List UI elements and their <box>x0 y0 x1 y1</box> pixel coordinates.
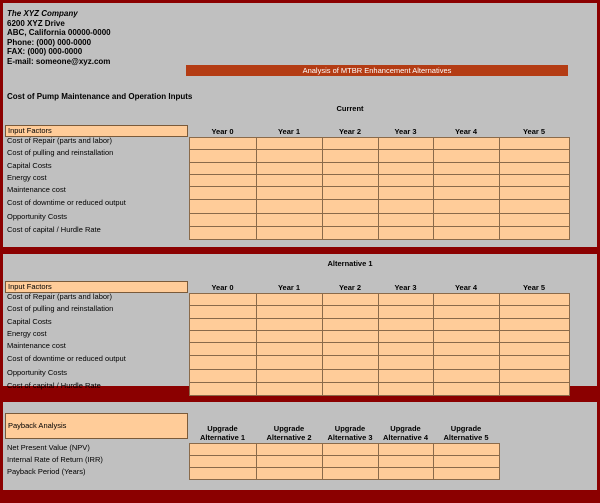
current-input-cell[interactable] <box>378 226 434 240</box>
payback-header-line1: Upgrade <box>273 424 305 433</box>
payback-header <box>322 424 378 442</box>
section-title: Cost of Pump Maintenance and Operation Inputs <box>7 92 193 101</box>
alternative1-input-cell[interactable] <box>378 369 434 383</box>
current-input-factors-header: Input Factors <box>5 125 188 137</box>
payback-header <box>256 424 322 442</box>
current-input-cell[interactable] <box>256 199 323 214</box>
current-input-cell[interactable] <box>499 186 570 200</box>
payback-header-line1: Upgrade <box>390 424 421 433</box>
alternative1-input-cell[interactable] <box>378 342 434 356</box>
alternative1-input-cell[interactable] <box>256 355 323 370</box>
alternative1-row-label: Capital Costs <box>7 317 52 326</box>
alternative1-input-cell[interactable] <box>189 369 257 383</box>
current-row-label: Capital Costs <box>7 161 52 170</box>
payback-input-cell[interactable] <box>322 467 379 480</box>
alternative1-input-cell[interactable] <box>189 382 257 396</box>
current-year-header: Year 0 <box>211 127 234 136</box>
alternative1-input-cell[interactable] <box>499 382 570 396</box>
current-row-label: Cost of downtime or reduced output <box>7 198 126 207</box>
payback-input-cell[interactable] <box>256 467 323 480</box>
alternative1-year-header: Year 2 <box>338 283 362 292</box>
current-input-cell[interactable] <box>433 213 500 227</box>
payback-row-label: Net Present Value (NPV) <box>7 443 90 452</box>
alternative1-input-cell[interactable] <box>433 355 500 370</box>
alternative1-input-cell[interactable] <box>433 369 500 383</box>
alternative1-input-cell[interactable] <box>433 382 500 396</box>
current-input-cell[interactable] <box>322 226 379 240</box>
payback-header-line2: Alternative 2 <box>266 433 312 442</box>
alternative1-input-cell[interactable] <box>256 382 323 396</box>
current-input-cell[interactable] <box>378 186 434 200</box>
current-input-cell[interactable] <box>433 149 500 163</box>
alternative1-label: Alternative 1 <box>327 259 373 268</box>
current-year-header: Year 4 <box>454 127 478 136</box>
alternative1-input-cell[interactable] <box>189 355 257 370</box>
alternative1-input-cell[interactable] <box>322 382 379 396</box>
current-input-cell[interactable] <box>322 149 379 163</box>
alternative1-input-cell[interactable] <box>499 369 570 383</box>
alternative1-row-label: Energy cost <box>7 329 47 338</box>
current-input-cell[interactable] <box>433 226 500 240</box>
company-name: The XYZ Company <box>7 9 78 18</box>
alternative1-year-header: Year 5 <box>522 283 546 292</box>
current-input-cell[interactable] <box>378 213 434 227</box>
alternative1-input-cell[interactable] <box>256 305 323 319</box>
alternative1-input-cell[interactable] <box>378 382 434 396</box>
alternative1-year-header: Year 3 <box>394 283 417 292</box>
alternative1-input-cell[interactable] <box>433 342 500 356</box>
payback-label: Payback Analysis <box>5 413 188 439</box>
alternative1-year-header: Year 0 <box>211 283 234 292</box>
current-row-label: Energy cost <box>7 173 47 182</box>
alternative1-row-label: Maintenance cost <box>7 341 66 350</box>
current-year-header: Year 5 <box>522 127 546 136</box>
payback-input-cell[interactable] <box>433 467 500 480</box>
analysis-banner: Analysis of MTBR Enhancement Alternatives <box>186 65 568 76</box>
current-row-label: Maintenance cost <box>7 185 66 194</box>
current-input-cell[interactable] <box>189 226 257 240</box>
alternative1-row-label: Cost of pulling and reinstallation <box>7 304 114 313</box>
current-input-cell[interactable] <box>499 199 570 214</box>
alternative1-input-cell[interactable] <box>322 369 379 383</box>
current-input-cell[interactable] <box>433 199 500 214</box>
alternative1-row-label: Cost of capital / Hurdle Rate <box>7 381 101 390</box>
current-input-cell[interactable] <box>189 149 257 163</box>
alternative1-year-header: Year 1 <box>277 283 301 292</box>
current-input-cell[interactable] <box>256 226 323 240</box>
payback-header <box>378 424 433 442</box>
alternative1-input-cell[interactable] <box>499 305 570 319</box>
payback-header-line2: Alternative 4 <box>382 433 429 442</box>
payback-header-line1: Upgrade <box>334 424 366 433</box>
current-input-cell[interactable] <box>256 186 323 200</box>
current-input-cell[interactable] <box>189 199 257 214</box>
alternative1-input-cell[interactable] <box>256 369 323 383</box>
company-email: E-mail: someone@xyz.com <box>7 56 111 66</box>
current-input-cell[interactable] <box>256 149 323 163</box>
current-row-label: Cost of capital / Hurdle Rate <box>7 225 101 234</box>
alternative1-input-cell[interactable] <box>378 305 434 319</box>
payback-header-line1: Upgrade <box>207 424 238 433</box>
current-input-cell[interactable] <box>322 213 379 227</box>
payback-row-label: Internal Rate of Return (IRR) <box>7 455 103 464</box>
alternative1-input-cell[interactable] <box>378 355 434 370</box>
payback-header <box>189 424 256 442</box>
current-row-label: Cost of Repair (parts and labor) <box>7 136 113 145</box>
alternative1-input-cell[interactable] <box>322 355 379 370</box>
payback-header-line2: Alternative 5 <box>443 433 489 442</box>
alternative1-input-factors-header: Input Factors <box>5 281 188 293</box>
current-input-cell[interactable] <box>499 149 570 163</box>
current-input-cell[interactable] <box>322 186 379 200</box>
alternative1-row-label: Cost of downtime or reduced output <box>7 354 126 363</box>
alternative1-year-header: Year 4 <box>454 283 478 292</box>
company-address1: 6200 XYZ Drive <box>7 18 65 28</box>
company-info <box>7 9 111 66</box>
payback-input-cell[interactable] <box>189 467 257 480</box>
current-year-header: Year 1 <box>277 127 301 136</box>
current-input-cell[interactable] <box>433 186 500 200</box>
current-year-header: Year 2 <box>338 127 362 136</box>
current-year-header: Year 3 <box>394 127 417 136</box>
current-input-cell[interactable] <box>378 199 434 214</box>
current-input-cell[interactable] <box>499 213 570 227</box>
payback-header-line2: Alternative 3 <box>327 433 373 442</box>
payback-row-label: Payback Period (Years) <box>7 467 86 476</box>
alternative1-input-cell[interactable] <box>433 305 500 319</box>
alternative1-input-cell[interactable] <box>499 342 570 356</box>
alternative1-input-cell[interactable] <box>322 305 379 319</box>
current-input-cell[interactable] <box>189 186 257 200</box>
payback-header-line1: Upgrade <box>450 424 482 433</box>
current-input-cell[interactable] <box>189 213 257 227</box>
alternative1-input-cell[interactable] <box>189 342 257 356</box>
payback-header-line2: Alternative 1 <box>199 433 246 442</box>
current-input-cell[interactable] <box>499 226 570 240</box>
company-phone: Phone: (000) 000-0000 <box>7 37 92 47</box>
current-label: Current <box>336 104 364 113</box>
alternative1-input-cell[interactable] <box>256 342 323 356</box>
current-row-label: Cost of pulling and reinstallation <box>7 148 114 157</box>
alternative1-row-label: Cost of Repair (parts and labor) <box>7 292 113 301</box>
alternative1-input-cell[interactable] <box>499 355 570 370</box>
payback-header <box>433 424 499 442</box>
alternative1-input-cell[interactable] <box>189 305 257 319</box>
current-input-cell[interactable] <box>256 213 323 227</box>
payback-input-cell[interactable] <box>378 467 434 480</box>
current-input-cell[interactable] <box>322 199 379 214</box>
current-row-label: Opportunity Costs <box>7 212 68 221</box>
alternative1-input-cell[interactable] <box>322 342 379 356</box>
alternative1-row-label: Opportunity Costs <box>7 368 68 377</box>
current-input-cell[interactable] <box>378 149 434 163</box>
company-address2: ABC, California 00000-0000 <box>7 28 111 37</box>
company-fax: FAX: (000) 000-0000 <box>7 47 83 56</box>
